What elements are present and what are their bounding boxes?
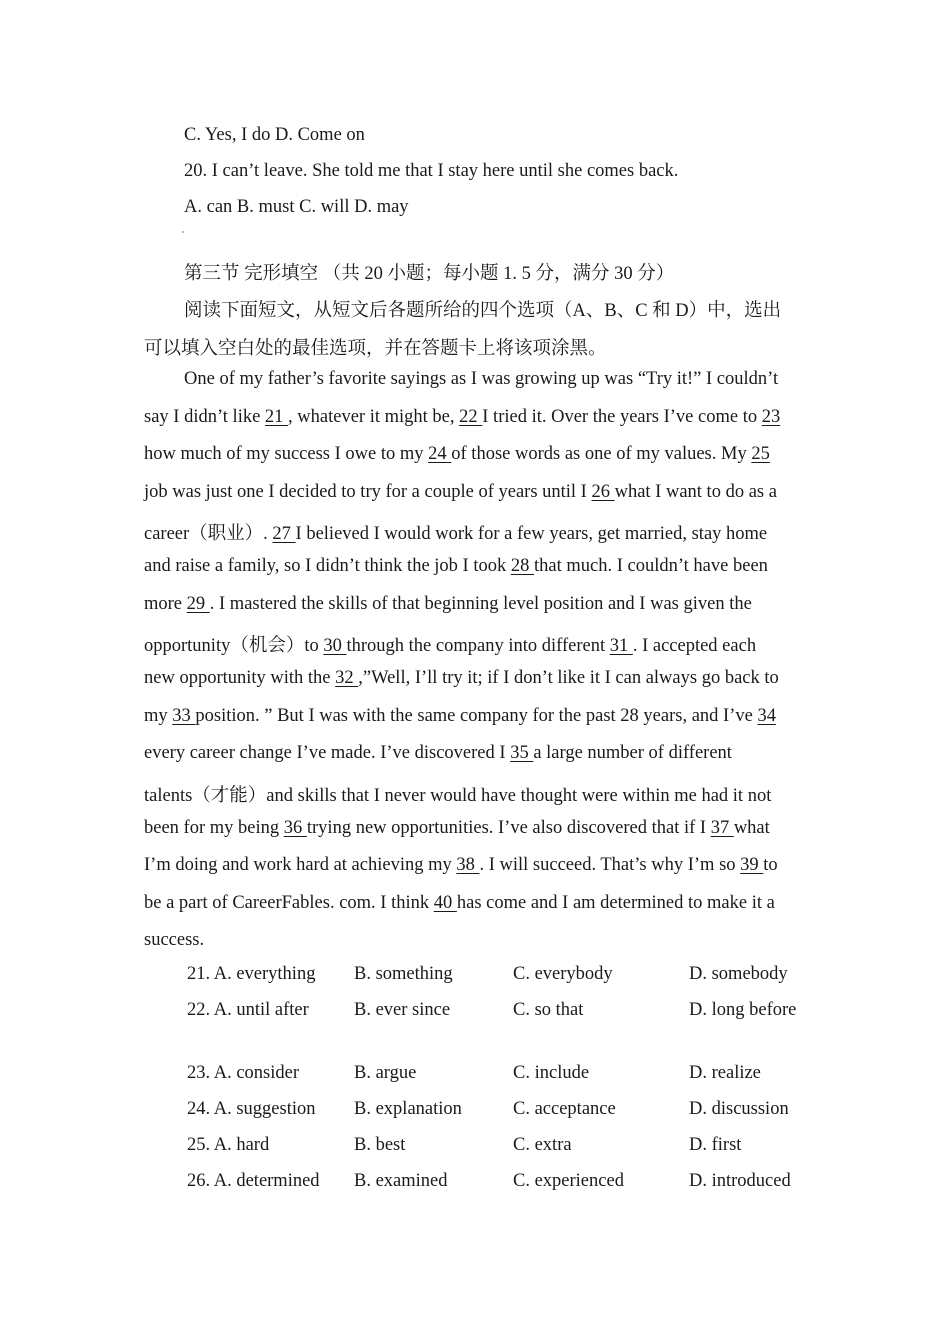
blank-37: 37 — [710, 818, 734, 838]
option-c: C. include — [513, 1063, 590, 1083]
passage-line-2: say I didn’t like 21 , whatever it might be, 22 I tried it. Over the years I’ve come to 23 — [144, 407, 781, 427]
option-a: 24. A. suggestion — [187, 1099, 316, 1119]
blank-26: 26 — [591, 482, 615, 502]
option-b: B. ever since — [354, 1000, 451, 1020]
q20-options: A. can B. must C. will D. may — [184, 197, 409, 217]
passage-line-8: opportunity（机会）to 30 through the company into different 31 . I accepted each — [144, 636, 757, 656]
passage-line-13: been for my being 36 trying new opportunities. I’ve also discovered that if I 37 what — [144, 818, 770, 838]
option-b: B. explanation — [354, 1099, 462, 1119]
stray-dot — [182, 231, 184, 233]
option-b: B. best — [354, 1135, 406, 1155]
option-a: 23. A. consider — [187, 1063, 300, 1083]
passage-line-12: talents（才能）and skills that I never would have thought were within me had it not — [144, 786, 772, 806]
passage-line-14: I’m doing and work hard at achieving my 38 . I will succeed. That’s why I’m so 39 to — [144, 855, 778, 875]
passage-line-4: job was just one I decided to try for a couple of years until I 26 what I want to do as a — [144, 482, 777, 502]
passage-line-6: and raise a family, so I didn’t think the job I took 28 that much. I couldn’t have been — [144, 556, 768, 576]
passage-line-7: more 29 . I mastered the skills of that beginning level position and I was given the — [144, 594, 752, 614]
option-d: D. long before — [689, 1000, 797, 1020]
option-d: D. realize — [689, 1063, 761, 1083]
blank-24: 24 — [428, 444, 452, 464]
option-d: D. introduced — [689, 1171, 791, 1191]
blank-23: 23 — [761, 407, 781, 427]
blank-36: 36 — [283, 818, 307, 838]
blank-32: 32 — [335, 668, 359, 688]
blank-22: 22 — [459, 407, 483, 427]
blank-27: 27 — [272, 524, 296, 544]
blank-33: 33 — [172, 706, 196, 726]
option-d: D. somebody — [689, 964, 788, 984]
blank-31: 31 — [609, 636, 633, 656]
passage-line-9: new opportunity with the 32 ,”Well, I’ll try it; if I don’t like it I can always go back to — [144, 668, 779, 688]
blank-38: 38 — [456, 855, 480, 875]
option-c: C. so that — [513, 1000, 584, 1020]
blank-30: 30 — [323, 636, 347, 656]
option-a: 25. A. hard — [187, 1135, 270, 1155]
passage-line-3: how much of my success I owe to my 24 of those words as one of my values. My 25 — [144, 444, 770, 464]
option-a: 21. A. everything — [187, 964, 316, 984]
option-b: B. something — [354, 964, 453, 984]
option-c: C. everybody — [513, 964, 613, 984]
blank-25: 25 — [751, 444, 770, 464]
option-d: D. first — [689, 1135, 742, 1155]
q20-stem: 20. I can’t leave. She told me that I stay here until she comes back. — [184, 161, 679, 181]
blank-40: 40 — [433, 893, 457, 913]
blank-29: 29 — [186, 594, 210, 614]
instruction-line-1: 阅读下面短文，从短文后各题所给的四个选项（A、B、C 和 D）中，选出 — [184, 301, 782, 321]
q19-options-tail: C. Yes, I do D. Come on — [184, 125, 365, 145]
option-c: C. extra — [513, 1135, 572, 1155]
option-c: C. experienced — [513, 1171, 624, 1191]
passage-line-15: be a part of CareerFables. com. I think 40 has come and I am determined to make it a — [144, 893, 775, 913]
option-d: D. discussion — [689, 1099, 789, 1119]
blank-21: 21 — [264, 407, 289, 427]
passage-line-11: every career change I’ve made. I’ve discovered I 35 a large number of different — [144, 743, 732, 763]
passage-line-10: my 33 position. ” But I was with the same company for the past 28 years, and I’ve 34 — [144, 706, 776, 726]
section-heading: 第三节 完形填空 （共 20 小题；每小题 1. 5 分，满分 30 分） — [184, 264, 675, 284]
passage-line-5: career（职业）. 27 I believed I would work for a few years, get married, stay home — [144, 524, 768, 544]
passage-line-16: success. — [144, 930, 205, 950]
option-c: C. acceptance — [513, 1099, 616, 1119]
blank-28: 28 — [510, 556, 534, 576]
option-b: B. examined — [354, 1171, 448, 1191]
instruction-line-2: 可以填入空白处的最佳选项，并在答题卡上将该项涂黑。 — [144, 339, 607, 359]
option-b: B. argue — [354, 1063, 417, 1083]
passage-line-1: One of my father’s favorite sayings as I was growing up was “Try it!” I couldn’t — [184, 369, 779, 389]
blank-39: 39 — [740, 855, 764, 875]
option-a: 26. A. determined — [187, 1171, 320, 1191]
blank-34: 34 — [757, 706, 776, 726]
blank-35: 35 — [510, 743, 534, 763]
option-a: 22. A. until after — [187, 1000, 309, 1020]
